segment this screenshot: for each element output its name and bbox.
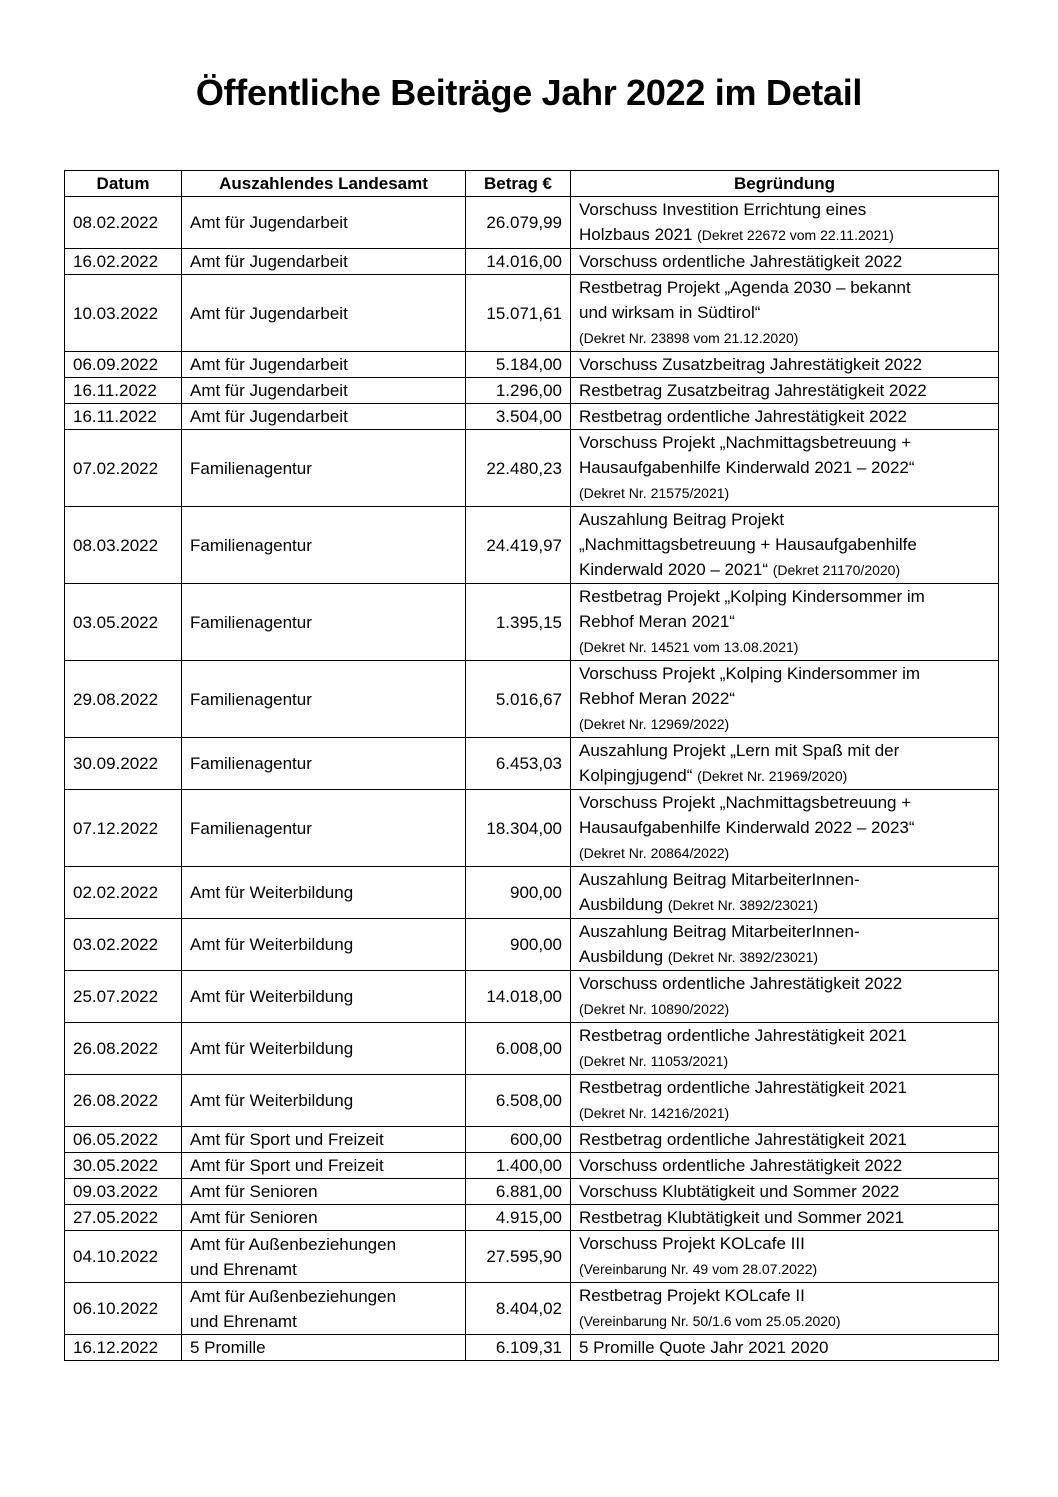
decree-reference: (Dekret Nr. 14521 vom 13.08.2021) bbox=[579, 639, 799, 655]
begruendung-line bbox=[579, 1048, 990, 1074]
begruendung-text: Restbetrag ordentliche Jahrestätigkeit 2021 bbox=[579, 1078, 907, 1097]
landesamt-line: Amt für Weiterbildung bbox=[190, 935, 354, 954]
cell-landesamt bbox=[182, 584, 466, 661]
decree-reference: (Dekret Nr. 11053/2021) bbox=[579, 1053, 729, 1069]
table-row bbox=[65, 1023, 999, 1075]
cell-datum: 02.02.2022 bbox=[65, 867, 182, 919]
decree-reference: (Dekret Nr. 21969/2020) bbox=[697, 768, 848, 784]
cell-betrag: 27.595,90 bbox=[466, 1231, 571, 1283]
begruendung-line bbox=[579, 325, 990, 351]
begruendung-line bbox=[579, 1308, 990, 1334]
cell-begruendung bbox=[571, 790, 999, 867]
landesamt-line: Amt für Senioren bbox=[190, 1208, 318, 1227]
cell-begruendung bbox=[571, 1283, 999, 1335]
cell-landesamt bbox=[182, 1127, 466, 1153]
cell-datum: 10.03.2022 bbox=[65, 275, 182, 352]
cell-begruendung bbox=[571, 867, 999, 919]
begruendung-line bbox=[579, 378, 990, 403]
cell-datum: 04.10.2022 bbox=[65, 1231, 182, 1283]
begruendung-line bbox=[579, 867, 990, 892]
begruendung-line bbox=[579, 300, 990, 325]
begruendung-text: Auszahlung Projekt „Lern mit Spaß mit der bbox=[579, 741, 900, 760]
cell-betrag: 6.881,00 bbox=[466, 1179, 571, 1205]
begruendung-text: Vorschuss Investition Errichtung eines bbox=[579, 200, 867, 219]
begruendung-text: Vorschuss ordentliche Jahrestätigkeit 2022 bbox=[579, 974, 903, 993]
begruendung-line bbox=[579, 661, 990, 686]
landesamt-line: Amt für Weiterbildung bbox=[190, 1039, 354, 1058]
cell-betrag: 3.504,00 bbox=[466, 404, 571, 430]
landesamt-line: Amt für Senioren bbox=[190, 1182, 318, 1201]
cell-begruendung bbox=[571, 1231, 999, 1283]
begruendung-line bbox=[579, 1023, 990, 1048]
begruendung-text: „Nachmittagsbetreuung + Hausaufgabenhilfe bbox=[579, 535, 917, 554]
begruendung-line bbox=[579, 1283, 990, 1308]
landesamt-line: Amt für Außenbeziehungen bbox=[190, 1286, 397, 1306]
begruendung-line bbox=[579, 197, 990, 222]
begruendung-text: Vorschuss ordentliche Jahrestätigkeit 2022 bbox=[579, 1156, 903, 1175]
landesamt-line: Amt für Sport und Freizeit bbox=[190, 1156, 384, 1175]
landesamt-line: Familienagentur bbox=[190, 754, 312, 773]
cell-landesamt bbox=[182, 919, 466, 971]
cell-begruendung bbox=[571, 1023, 999, 1075]
begruendung-text: Vorschuss Projekt „Nachmittagsbetreuung + bbox=[579, 793, 912, 812]
table-row bbox=[65, 971, 999, 1023]
cell-betrag: 6.109,31 bbox=[466, 1335, 571, 1361]
table-row bbox=[65, 1179, 999, 1205]
cell-landesamt bbox=[182, 1335, 466, 1361]
header-landesamt: Auszahlendes Landesamt bbox=[182, 171, 466, 197]
cell-datum: 07.02.2022 bbox=[65, 430, 182, 507]
begruendung-text: Restbetrag Klubtätigkeit und Sommer 2021 bbox=[579, 1208, 905, 1227]
begruendung-text: Vorschuss ordentliche Jahrestätigkeit 2022 bbox=[579, 252, 903, 271]
cell-datum: 06.09.2022 bbox=[65, 352, 182, 378]
begruendung-text: Auszahlung Beitrag Projekt bbox=[579, 510, 785, 529]
cell-begruendung bbox=[571, 378, 999, 404]
decree-reference: (Dekret Nr. 3892/23021) bbox=[667, 897, 819, 913]
begruendung-text: Kolpingjugend“ bbox=[579, 766, 698, 785]
cell-landesamt bbox=[182, 404, 466, 430]
cell-landesamt bbox=[182, 867, 466, 919]
cell-betrag: 900,00 bbox=[466, 867, 571, 919]
decree-reference: (Dekret 22672 vom 22.11.2021) bbox=[697, 227, 894, 243]
cell-betrag: 1.296,00 bbox=[466, 378, 571, 404]
landesamt-line: Amt für Außenbeziehungen bbox=[190, 1234, 397, 1254]
landesamt-line: Amt für Jugendarbeit bbox=[190, 213, 348, 232]
cell-betrag: 600,00 bbox=[466, 1127, 571, 1153]
begruendung-text: Restbetrag Projekt KOLcafe II bbox=[579, 1286, 805, 1305]
begruendung-line bbox=[579, 996, 990, 1022]
cell-begruendung bbox=[571, 352, 999, 378]
begruendung-line bbox=[579, 1205, 990, 1230]
begruendung-text: Rebhof Meran 2021“ bbox=[579, 612, 735, 631]
cell-betrag: 4.915,00 bbox=[466, 1205, 571, 1231]
cell-landesamt bbox=[182, 507, 466, 584]
begruendung-line bbox=[579, 1153, 990, 1178]
landesamt-line: Familienagentur bbox=[190, 818, 312, 838]
cell-begruendung bbox=[571, 919, 999, 971]
header-datum: Datum bbox=[65, 171, 182, 197]
cell-begruendung bbox=[571, 1179, 999, 1205]
cell-landesamt bbox=[182, 430, 466, 507]
landesamt-line: Amt für Weiterbildung bbox=[190, 883, 354, 902]
cell-datum: 16.12.2022 bbox=[65, 1335, 182, 1361]
table-row bbox=[65, 197, 999, 249]
cell-betrag: 5.016,67 bbox=[466, 661, 571, 738]
table-row bbox=[65, 249, 999, 275]
cell-landesamt bbox=[182, 971, 466, 1023]
begruendung-line bbox=[579, 738, 990, 763]
cell-begruendung bbox=[571, 404, 999, 430]
decree-reference: (Dekret Nr. 14216/2021) bbox=[579, 1105, 730, 1121]
table-row bbox=[65, 352, 999, 378]
cell-betrag: 6.508,00 bbox=[466, 1075, 571, 1127]
cell-begruendung bbox=[571, 275, 999, 352]
cell-datum: 26.08.2022 bbox=[65, 1023, 182, 1075]
begruendung-line bbox=[579, 711, 990, 737]
cell-datum: 09.03.2022 bbox=[65, 1179, 182, 1205]
cell-datum: 08.02.2022 bbox=[65, 197, 182, 249]
cell-begruendung bbox=[571, 971, 999, 1023]
cell-betrag: 14.018,00 bbox=[466, 971, 571, 1023]
cell-begruendung bbox=[571, 1127, 999, 1153]
cell-datum: 06.05.2022 bbox=[65, 1127, 182, 1153]
cell-datum: 30.05.2022 bbox=[65, 1153, 182, 1179]
cell-betrag: 8.404,02 bbox=[466, 1283, 571, 1335]
landesamt-line: Familienagentur bbox=[190, 458, 312, 478]
table-row bbox=[65, 1153, 999, 1179]
begruendung-line bbox=[579, 455, 990, 480]
begruendung-text: Hausaufgabenhilfe Kinderwald 2022 – 2023“ bbox=[579, 818, 915, 837]
cell-datum: 16.11.2022 bbox=[65, 378, 182, 404]
cell-landesamt bbox=[182, 1205, 466, 1231]
landesamt-line: Amt für Jugendarbeit bbox=[190, 303, 348, 323]
begruendung-line bbox=[579, 249, 990, 274]
decree-reference: (Dekret Nr. 23898 vom 21.12.2020) bbox=[579, 330, 799, 346]
begruendung-text: Restbetrag ordentliche Jahrestätigkeit 2021 bbox=[579, 1130, 907, 1149]
cell-begruendung bbox=[571, 507, 999, 584]
landesamt-line: Familienagentur bbox=[190, 612, 312, 632]
table-row bbox=[65, 584, 999, 661]
cell-betrag: 22.480,23 bbox=[466, 430, 571, 507]
decree-reference: (Dekret 21170/2020) bbox=[772, 562, 901, 578]
landesamt-line: Amt für Jugendarbeit bbox=[190, 407, 348, 426]
cell-begruendung bbox=[571, 738, 999, 790]
begruendung-line bbox=[579, 686, 990, 711]
cell-begruendung bbox=[571, 584, 999, 661]
begruendung-text: Vorschuss Projekt KOLcafe III bbox=[579, 1234, 805, 1253]
table-row bbox=[65, 1335, 999, 1361]
landesamt-line: Amt für Jugendarbeit bbox=[190, 381, 348, 400]
begruendung-line bbox=[579, 275, 990, 300]
begruendung-text: Restbetrag ordentliche Jahrestätigkeit 2022 bbox=[579, 407, 907, 426]
landesamt-line: Amt für Jugendarbeit bbox=[190, 252, 348, 271]
landesamt-line: Amt für Jugendarbeit bbox=[190, 355, 348, 374]
landesamt-line: Familienagentur bbox=[190, 535, 312, 555]
table-row bbox=[65, 1231, 999, 1283]
table-row bbox=[65, 738, 999, 790]
cell-landesamt bbox=[182, 1283, 466, 1335]
cell-landesamt bbox=[182, 1231, 466, 1283]
cell-begruendung bbox=[571, 197, 999, 249]
begruendung-text: Rebhof Meran 2022“ bbox=[579, 689, 735, 708]
begruendung-line bbox=[579, 892, 990, 918]
decree-reference: (Dekret Nr. 20864/2022) bbox=[579, 845, 730, 861]
cell-landesamt bbox=[182, 1023, 466, 1075]
cell-datum: 03.02.2022 bbox=[65, 919, 182, 971]
cell-betrag: 26.079,99 bbox=[466, 197, 571, 249]
begruendung-line bbox=[579, 815, 990, 840]
table-row bbox=[65, 404, 999, 430]
cell-landesamt bbox=[182, 1075, 466, 1127]
decree-reference: (Dekret Nr. 12969/2022) bbox=[579, 716, 730, 732]
decree-reference: (Dekret Nr. 3892/23021) bbox=[667, 949, 819, 965]
begruendung-line bbox=[579, 1075, 990, 1100]
begruendung-text: Holzbaus 2021 bbox=[579, 225, 698, 244]
landesamt-line: Familienagentur bbox=[190, 689, 312, 709]
begruendung-line bbox=[579, 609, 990, 634]
cell-betrag: 6.453,03 bbox=[466, 738, 571, 790]
landesamt-line: Amt für Sport und Freizeit bbox=[190, 1130, 384, 1149]
cell-landesamt bbox=[182, 1153, 466, 1179]
begruendung-text: Auszahlung Beitrag MitarbeiterInnen- bbox=[579, 870, 860, 889]
begruendung-line bbox=[579, 557, 990, 583]
table-body bbox=[65, 197, 999, 1361]
cell-landesamt bbox=[182, 1179, 466, 1205]
decree-reference: (Vereinbarung Nr. 49 vom 28.07.2022) bbox=[579, 1261, 818, 1277]
begruendung-line bbox=[579, 430, 990, 455]
cell-datum: 06.10.2022 bbox=[65, 1283, 182, 1335]
decree-reference: (Dekret Nr. 10890/2022) bbox=[579, 1001, 730, 1017]
cell-datum: 08.03.2022 bbox=[65, 507, 182, 584]
cell-datum: 27.05.2022 bbox=[65, 1205, 182, 1231]
cell-betrag: 15.071,61 bbox=[466, 275, 571, 352]
table-row bbox=[65, 1127, 999, 1153]
table-row bbox=[65, 275, 999, 352]
document-title: Öffentliche Beiträge Jahr 2022 im Detail bbox=[195, 72, 863, 113]
cell-landesamt bbox=[182, 197, 466, 249]
begruendung-text: Kinderwald 2020 – 2021“ bbox=[579, 560, 773, 579]
table-row bbox=[65, 507, 999, 584]
landesamt-line: und Ehrenamt bbox=[190, 1311, 297, 1331]
begruendung-text: 5 Promille Quote Jahr 2021 2020 bbox=[579, 1338, 829, 1357]
cell-landesamt bbox=[182, 661, 466, 738]
landesamt-line: 5 Promille bbox=[190, 1338, 266, 1357]
begruendung-line bbox=[579, 1256, 990, 1282]
header-betrag: Betrag € bbox=[466, 171, 571, 197]
begruendung-line bbox=[579, 763, 990, 789]
begruendung-line bbox=[579, 919, 990, 944]
cell-datum: 07.12.2022 bbox=[65, 790, 182, 867]
table-header-row bbox=[65, 171, 999, 197]
cell-landesamt bbox=[182, 738, 466, 790]
contributions-table bbox=[64, 170, 999, 1361]
cell-betrag: 24.419,97 bbox=[466, 507, 571, 584]
begruendung-line bbox=[579, 352, 990, 377]
begruendung-text: Vorschuss Zusatzbeitrag Jahrestätigkeit 2022 bbox=[579, 355, 923, 374]
begruendung-line bbox=[579, 1100, 990, 1126]
decree-reference: (Vereinbarung Nr. 50/1.6 vom 25.05.2020) bbox=[579, 1313, 841, 1329]
landesamt-line: und Ehrenamt bbox=[190, 1259, 297, 1279]
table-row bbox=[65, 919, 999, 971]
cell-betrag: 5.184,00 bbox=[466, 352, 571, 378]
begruendung-line bbox=[579, 1179, 990, 1204]
decree-reference: (Dekret Nr. 21575/2021) bbox=[579, 485, 730, 501]
cell-datum: 26.08.2022 bbox=[65, 1075, 182, 1127]
table-row bbox=[65, 1283, 999, 1335]
begruendung-text: Restbetrag Projekt „Kolping Kindersommer im bbox=[579, 587, 925, 606]
begruendung-line bbox=[579, 584, 990, 609]
table-row bbox=[65, 1075, 999, 1127]
begruendung-line bbox=[579, 507, 990, 532]
begruendung-line bbox=[579, 480, 990, 506]
cell-betrag: 14.016,00 bbox=[466, 249, 571, 275]
begruendung-line bbox=[579, 634, 990, 660]
cell-betrag: 1.400,00 bbox=[466, 1153, 571, 1179]
cell-betrag: 6.008,00 bbox=[466, 1023, 571, 1075]
cell-begruendung bbox=[571, 661, 999, 738]
begruendung-line bbox=[579, 840, 990, 866]
begruendung-line bbox=[579, 222, 990, 248]
begruendung-text: Auszahlung Beitrag MitarbeiterInnen- bbox=[579, 922, 860, 941]
begruendung-text: Vorschuss Projekt „Kolping Kindersommer im bbox=[579, 664, 921, 683]
table-row bbox=[65, 867, 999, 919]
landesamt-line: Amt für Weiterbildung bbox=[190, 987, 354, 1006]
cell-landesamt bbox=[182, 790, 466, 867]
cell-begruendung bbox=[571, 1075, 999, 1127]
cell-betrag: 900,00 bbox=[466, 919, 571, 971]
begruendung-text: und wirksam in Südtirol“ bbox=[579, 303, 761, 322]
cell-datum: 30.09.2022 bbox=[65, 738, 182, 790]
begruendung-text: Ausbildung bbox=[579, 895, 668, 914]
cell-begruendung bbox=[571, 1335, 999, 1361]
begruendung-text: Restbetrag ordentliche Jahrestätigkeit 2021 bbox=[579, 1026, 907, 1045]
table-row bbox=[65, 378, 999, 404]
begruendung-text: Hausaufgabenhilfe Kinderwald 2021 – 2022“ bbox=[579, 458, 915, 477]
table-row bbox=[65, 1205, 999, 1231]
table-row bbox=[65, 430, 999, 507]
begruendung-line bbox=[579, 790, 990, 815]
begruendung-line bbox=[579, 1231, 990, 1256]
cell-betrag: 1.395,15 bbox=[466, 584, 571, 661]
begruendung-line bbox=[579, 1127, 990, 1152]
cell-landesamt bbox=[182, 378, 466, 404]
cell-landesamt bbox=[182, 249, 466, 275]
table-row bbox=[65, 790, 999, 867]
cell-betrag: 18.304,00 bbox=[466, 790, 571, 867]
cell-datum: 16.11.2022 bbox=[65, 404, 182, 430]
begruendung-text: Restbetrag Projekt „Agenda 2030 – bekannt bbox=[579, 278, 911, 297]
begruendung-text: Vorschuss Projekt „Nachmittagsbetreuung + bbox=[579, 433, 912, 452]
header-begruendung: Begründung bbox=[571, 171, 999, 197]
cell-begruendung bbox=[571, 249, 999, 275]
cell-begruendung bbox=[571, 1153, 999, 1179]
table-row bbox=[65, 661, 999, 738]
cell-begruendung bbox=[571, 1205, 999, 1231]
begruendung-text: Ausbildung bbox=[579, 947, 668, 966]
begruendung-line bbox=[579, 944, 990, 970]
begruendung-line bbox=[579, 404, 990, 429]
begruendung-line bbox=[579, 532, 990, 557]
begruendung-text: Restbetrag Zusatzbeitrag Jahrestätigkeit 2022 bbox=[579, 381, 927, 400]
cell-datum: 16.02.2022 bbox=[65, 249, 182, 275]
begruendung-text: Vorschuss Klubtätigkeit und Sommer 2022 bbox=[579, 1182, 900, 1201]
landesamt-line: Amt für Weiterbildung bbox=[190, 1091, 354, 1110]
cell-datum: 03.05.2022 bbox=[65, 584, 182, 661]
cell-landesamt bbox=[182, 352, 466, 378]
begruendung-line bbox=[579, 1335, 990, 1360]
begruendung-line bbox=[579, 971, 990, 996]
cell-datum: 25.07.2022 bbox=[65, 971, 182, 1023]
cell-begruendung bbox=[571, 430, 999, 507]
cell-landesamt bbox=[182, 275, 466, 352]
cell-datum: 29.08.2022 bbox=[65, 661, 182, 738]
